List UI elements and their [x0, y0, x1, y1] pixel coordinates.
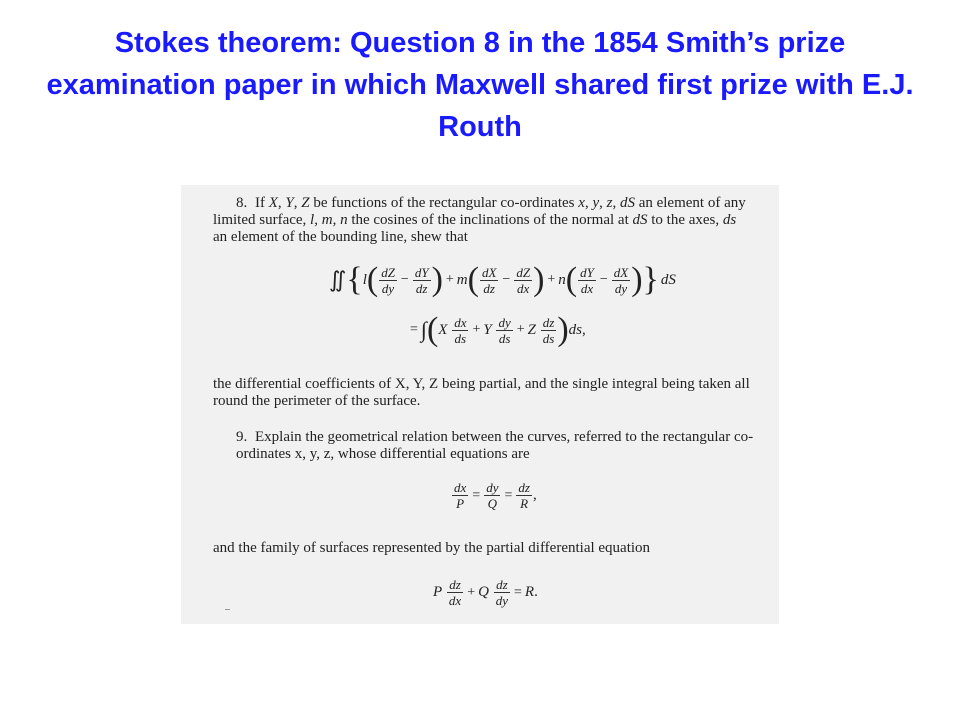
- question-9-statement: 9. Explain the geometrical relation between the curves, referred to the rectangular co-ordinates x, y, z, whose differential equations are: [236, 429, 754, 462]
- question-9-continuation: and the family of surfaces represented by the partial differential equation: [213, 540, 651, 556]
- question-8-conclusion: the differential coefficients of X, Y, Z being partial, and the single integral being taken all round the perimeter of the surface.: [213, 376, 750, 409]
- question-9-number: 9.: [236, 429, 248, 445]
- question-8-statement: 8. If X, Y, Z be functions of the rectangular co-ordinates x, y, z, dS an element of any limited surface, l, m, n the cosines of the inclinations of the normal at dS to the axes, ds an element of the bounding line, shew that: [213, 195, 746, 245]
- curve-differential-equations: $\frac{dx}{P}$ = $\frac{dy}{Q}$ = $\frac{dz}{R}$ ,: [454, 480, 537, 511]
- partial-differential-equation: P $\frac{dz}{dx}$ + Q $\frac{dz}{dy}$ = R .: [433, 577, 538, 608]
- stokes-line-integral: = ∫ ( X $\frac{dx}{ds}$ + Y $\frac{dy}{ds}$ + Z $\frac{dz}{ds}$ ) ds ,: [410, 311, 586, 348]
- scanned-exam-excerpt: [181, 185, 779, 624]
- scan-mark: [225, 609, 230, 610]
- stokes-surface-integral: ∬ { l ( $\frac{dZ}{dy}$ − $\frac{dY}{dz}$ ) + m ( $\frac{dX}{dz}$ − $\frac{dZ}{dx}$ ) + n ( $\frac{dY}{dx}$ − $\frac{dX}{dy}$ ) } dS: [329, 261, 676, 298]
- question-8-number: 8.: [236, 195, 248, 211]
- slide-title: Stokes theorem: Question 8 in the 1854 Smith’s prize examination paper in which Maxwell shared first prize with E.J. Routh: [46, 27, 914, 143]
